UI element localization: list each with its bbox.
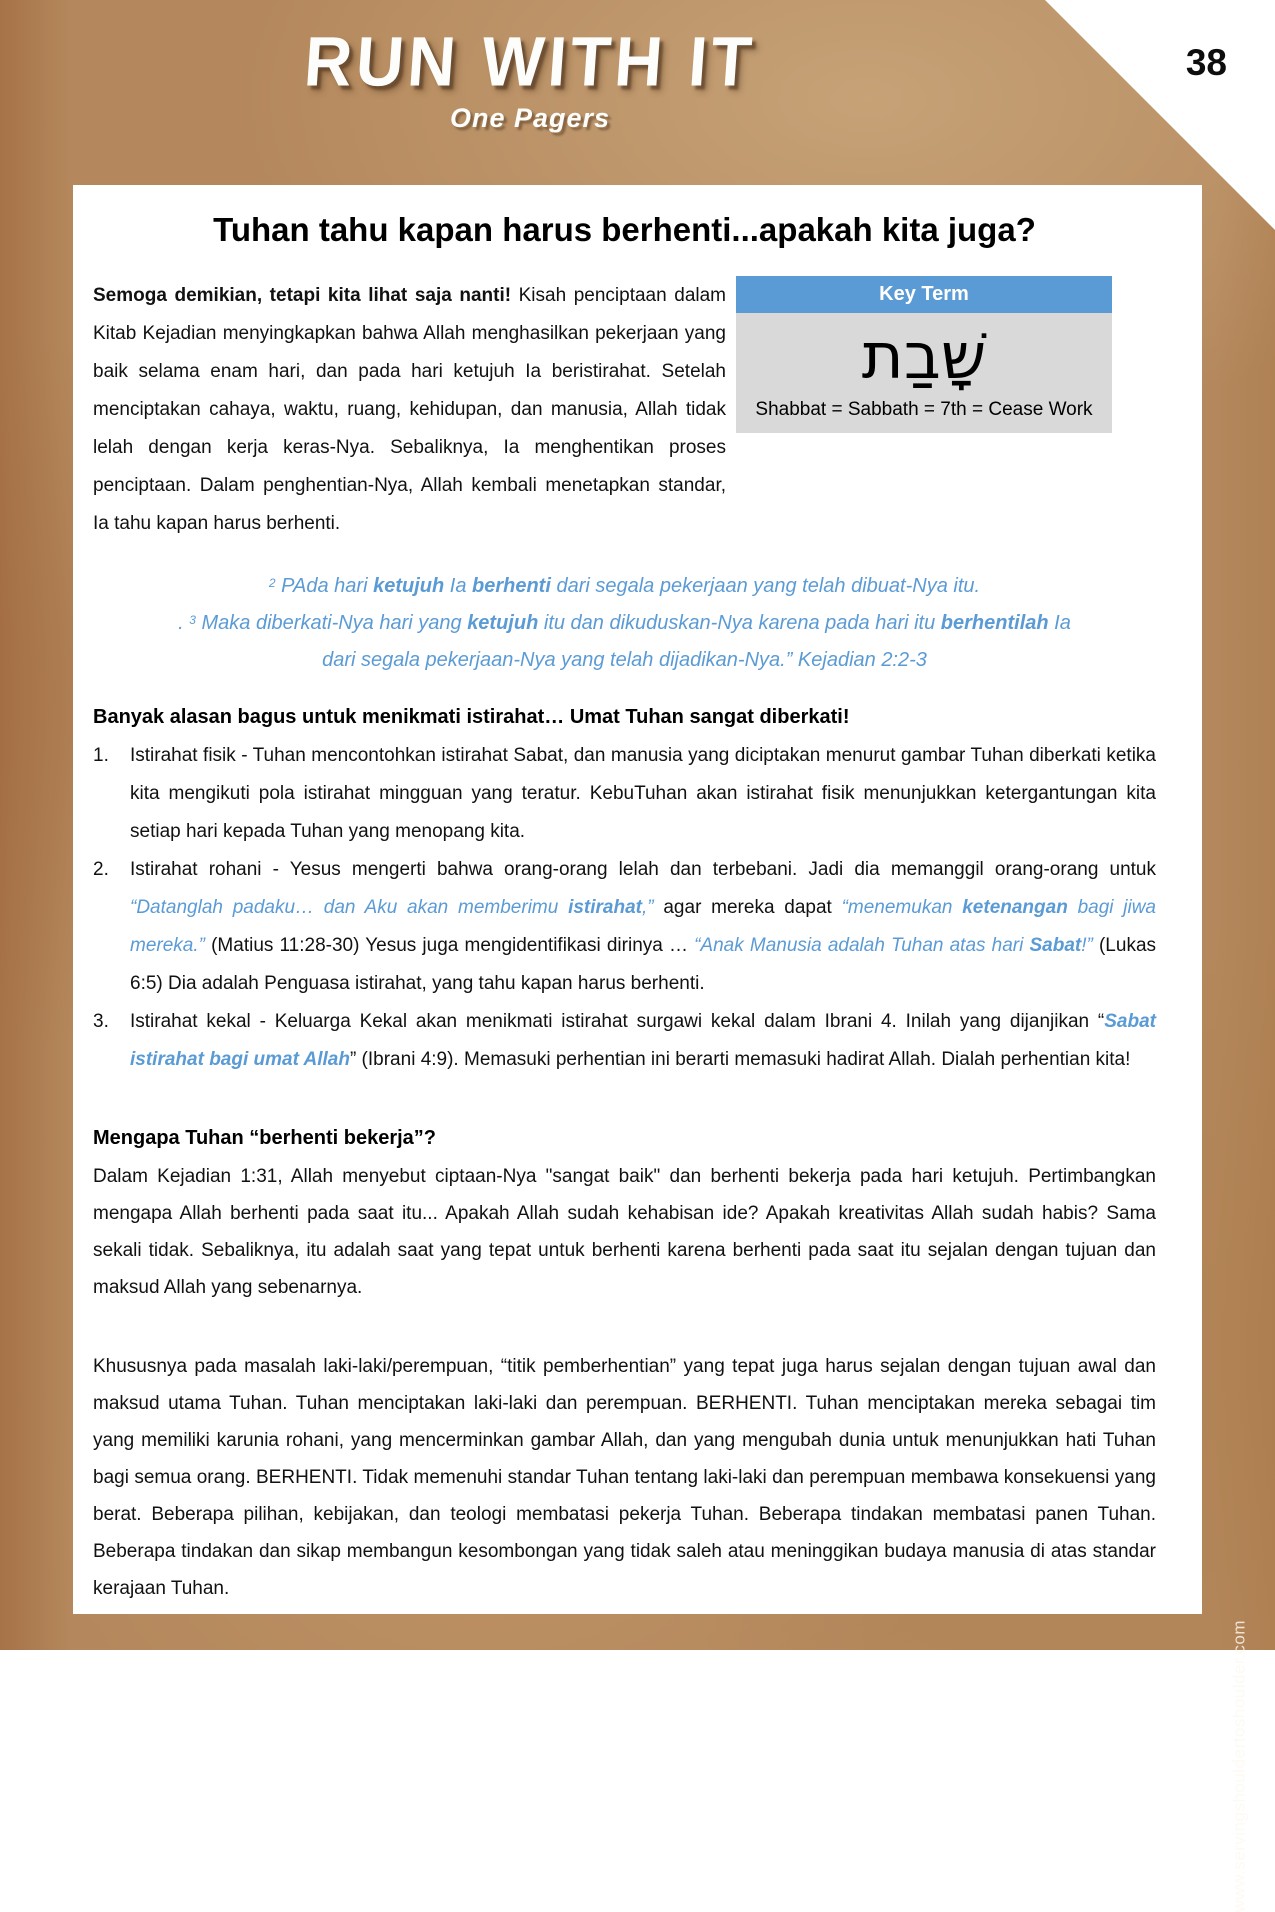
list-item-text: Istirahat kekal - Keluarga Kekal akan menikmati istirahat surgawi kekal dalam Ibrani 4. Inilah yang dijanjikan “Sabat istirahat bagi umat Allah” (Ibrani 4:9). Memasuki perhentian ini berarti memasuki hadirat Allah. Dialah perhentian kita! bbox=[130, 1011, 1156, 1070]
why-paragraph-1: Dalam Kejadian 1:31, Allah menyebut ciptaan-Nya "sangat baik" dan berhenti bekerja pada hari ketujuh. Pertimbangkan mengapa Allah berhenti pada saat itu... Apakah Allah sudah kehabisan ide? Apakah kreativitas Allah sudah habis? Sama sekali tidak. Sebaliknya, itu adalah saat yang tepat untuk berhenti karena berhenti pada saat itu sejalan dengan tujuan dan maksud Allah yang sebenarnya. bbox=[93, 1166, 1156, 1298]
poster-header bbox=[0, 21, 1060, 134]
list-item bbox=[93, 851, 1156, 1003]
header-subtitle: One Pagers bbox=[449, 103, 611, 133]
scripture-line-2: . $^3$ Maka diberkati-Nya hari yang ketujuh itu dan dikuduskan-Nya karena pada hari itu berhentilah Ia bbox=[178, 612, 1071, 634]
content-card bbox=[73, 185, 1202, 1614]
scripture-line-3: dari segala pekerjaan-Nya yang telah dijadikan-Nya.” Kejadian 2:2-3 bbox=[322, 649, 927, 671]
why-paragraph-2: Khususnya pada masalah laki-laki/perempuan, “titik pemberhentian” yang tepat juga harus sejalan dengan tujuan awal dan maksud utama Tuhan. Tuhan menciptakan laki-laki dan perempuan. BERHENTI. Tuhan menciptakan mereka sebagai tim yang memiliki karunia rohani, yang mencerminkan gambar Allah, dan yang mengubah dunia untuk menunjukkan hati Tuhan bagi semua orang. BERHENTI. Tidak memenuhi standar Tuhan tentang laki-laki dan perempuan membawa konsekuensi yang berat. Beberapa pilihan, kebijakan, dan teologi membatasi pekerja Tuhan. Beberapa tindakan membatasi panen Tuhan. Beberapa tindakan dan sikap membangun kesombongan yang tidak saleh atau meninggikan budaya manusia di atas standar kerajaan Tuhan. bbox=[93, 1356, 1156, 1599]
list-item-number: 1. bbox=[93, 745, 109, 766]
key-term-box bbox=[736, 276, 1112, 433]
key-term-caption: Shabbat = Sabbath = 7th = Cease Work bbox=[755, 399, 1093, 420]
website-watermark: www.servingshouldertoshoulder.com bbox=[1229, 1620, 1248, 1912]
page-title: Tuhan tahu kapan harus berhenti...apakah kita juga? bbox=[213, 211, 1036, 248]
intro-section bbox=[93, 273, 1156, 543]
page-number: 38 bbox=[1185, 42, 1227, 83]
intro-paragraph: Semoga demikian, tetapi kita lihat saja nanti! Kisah penciptaan dalam Kitab Kejadian menyingkapkan bahwa Allah menghasilkan pekerjaan yang baik selama enam hari, dan pada hari ketujuh Ia beristirahat. Setelah menciptakan cahaya, waktu, ruang, kehidupan, dan manusia, Allah tidak lelah dengan kerja keras-Nya. Sebaliknya, Ia menghentikan proses penciptaan. Dalam penghentian-Nya, Allah kembali menetapkan standar, Ia tahu kapan harus berhenti. bbox=[93, 285, 726, 534]
header-title: RUN WITH IT bbox=[301, 21, 759, 101]
list-item-number: 2. bbox=[93, 859, 109, 880]
list-item-text: Istirahat fisik - Tuhan mencontohkan istirahat Sabat, dan manusia yang diciptakan menurut gambar Tuhan diberkati ketika kita mengikuti pola istirahat mingguan yang teratur. KebuTuhan akan istirahat fisik menunjukkan ketergantungan kita setiap hari kepada Tuhan yang menopang kita. bbox=[130, 745, 1156, 842]
reasons-heading: Banyak alasan bagus untuk menikmati istirahat… Umat Tuhan sangat diberkati! bbox=[93, 706, 850, 728]
reasons-list bbox=[93, 737, 1156, 1079]
hebrew-word-shabbat: שָׁבַת bbox=[861, 320, 987, 394]
scripture-quote bbox=[123, 569, 1126, 678]
list-item-text: Istirahat rohani - Yesus mengerti bahwa orang-orang lelah dan terbebani. Jadi dia memanggil orang-orang untuk “Datanglah padaku… dan Aku akan memberimu istirahat,” agar mereka dapat “menemukan ketenangan bagi jiwa mereka.” (Matius 11:28-30) Yesus juga mengidentifikasi dirinya … “Anak Manusia adalah Tuhan atas hari Sabat!” (Lukas 6:5) Dia adalah Penguasa istirahat, yang tahu kapan harus berhenti. bbox=[130, 859, 1157, 994]
list-item bbox=[93, 737, 1156, 851]
key-term-header: Key Term bbox=[736, 276, 1112, 313]
key-term-body bbox=[736, 313, 1112, 433]
list-item bbox=[93, 1003, 1156, 1079]
list-item-number: 3. bbox=[93, 1011, 109, 1032]
scripture-line-1: $^2$ PAda hari ketujuh Ia berhenti dari segala pekerjaan yang telah dibuat-Nya itu. bbox=[268, 575, 981, 597]
why-heading: Mengapa Tuhan “berhenti bekerja”? bbox=[93, 1127, 437, 1149]
